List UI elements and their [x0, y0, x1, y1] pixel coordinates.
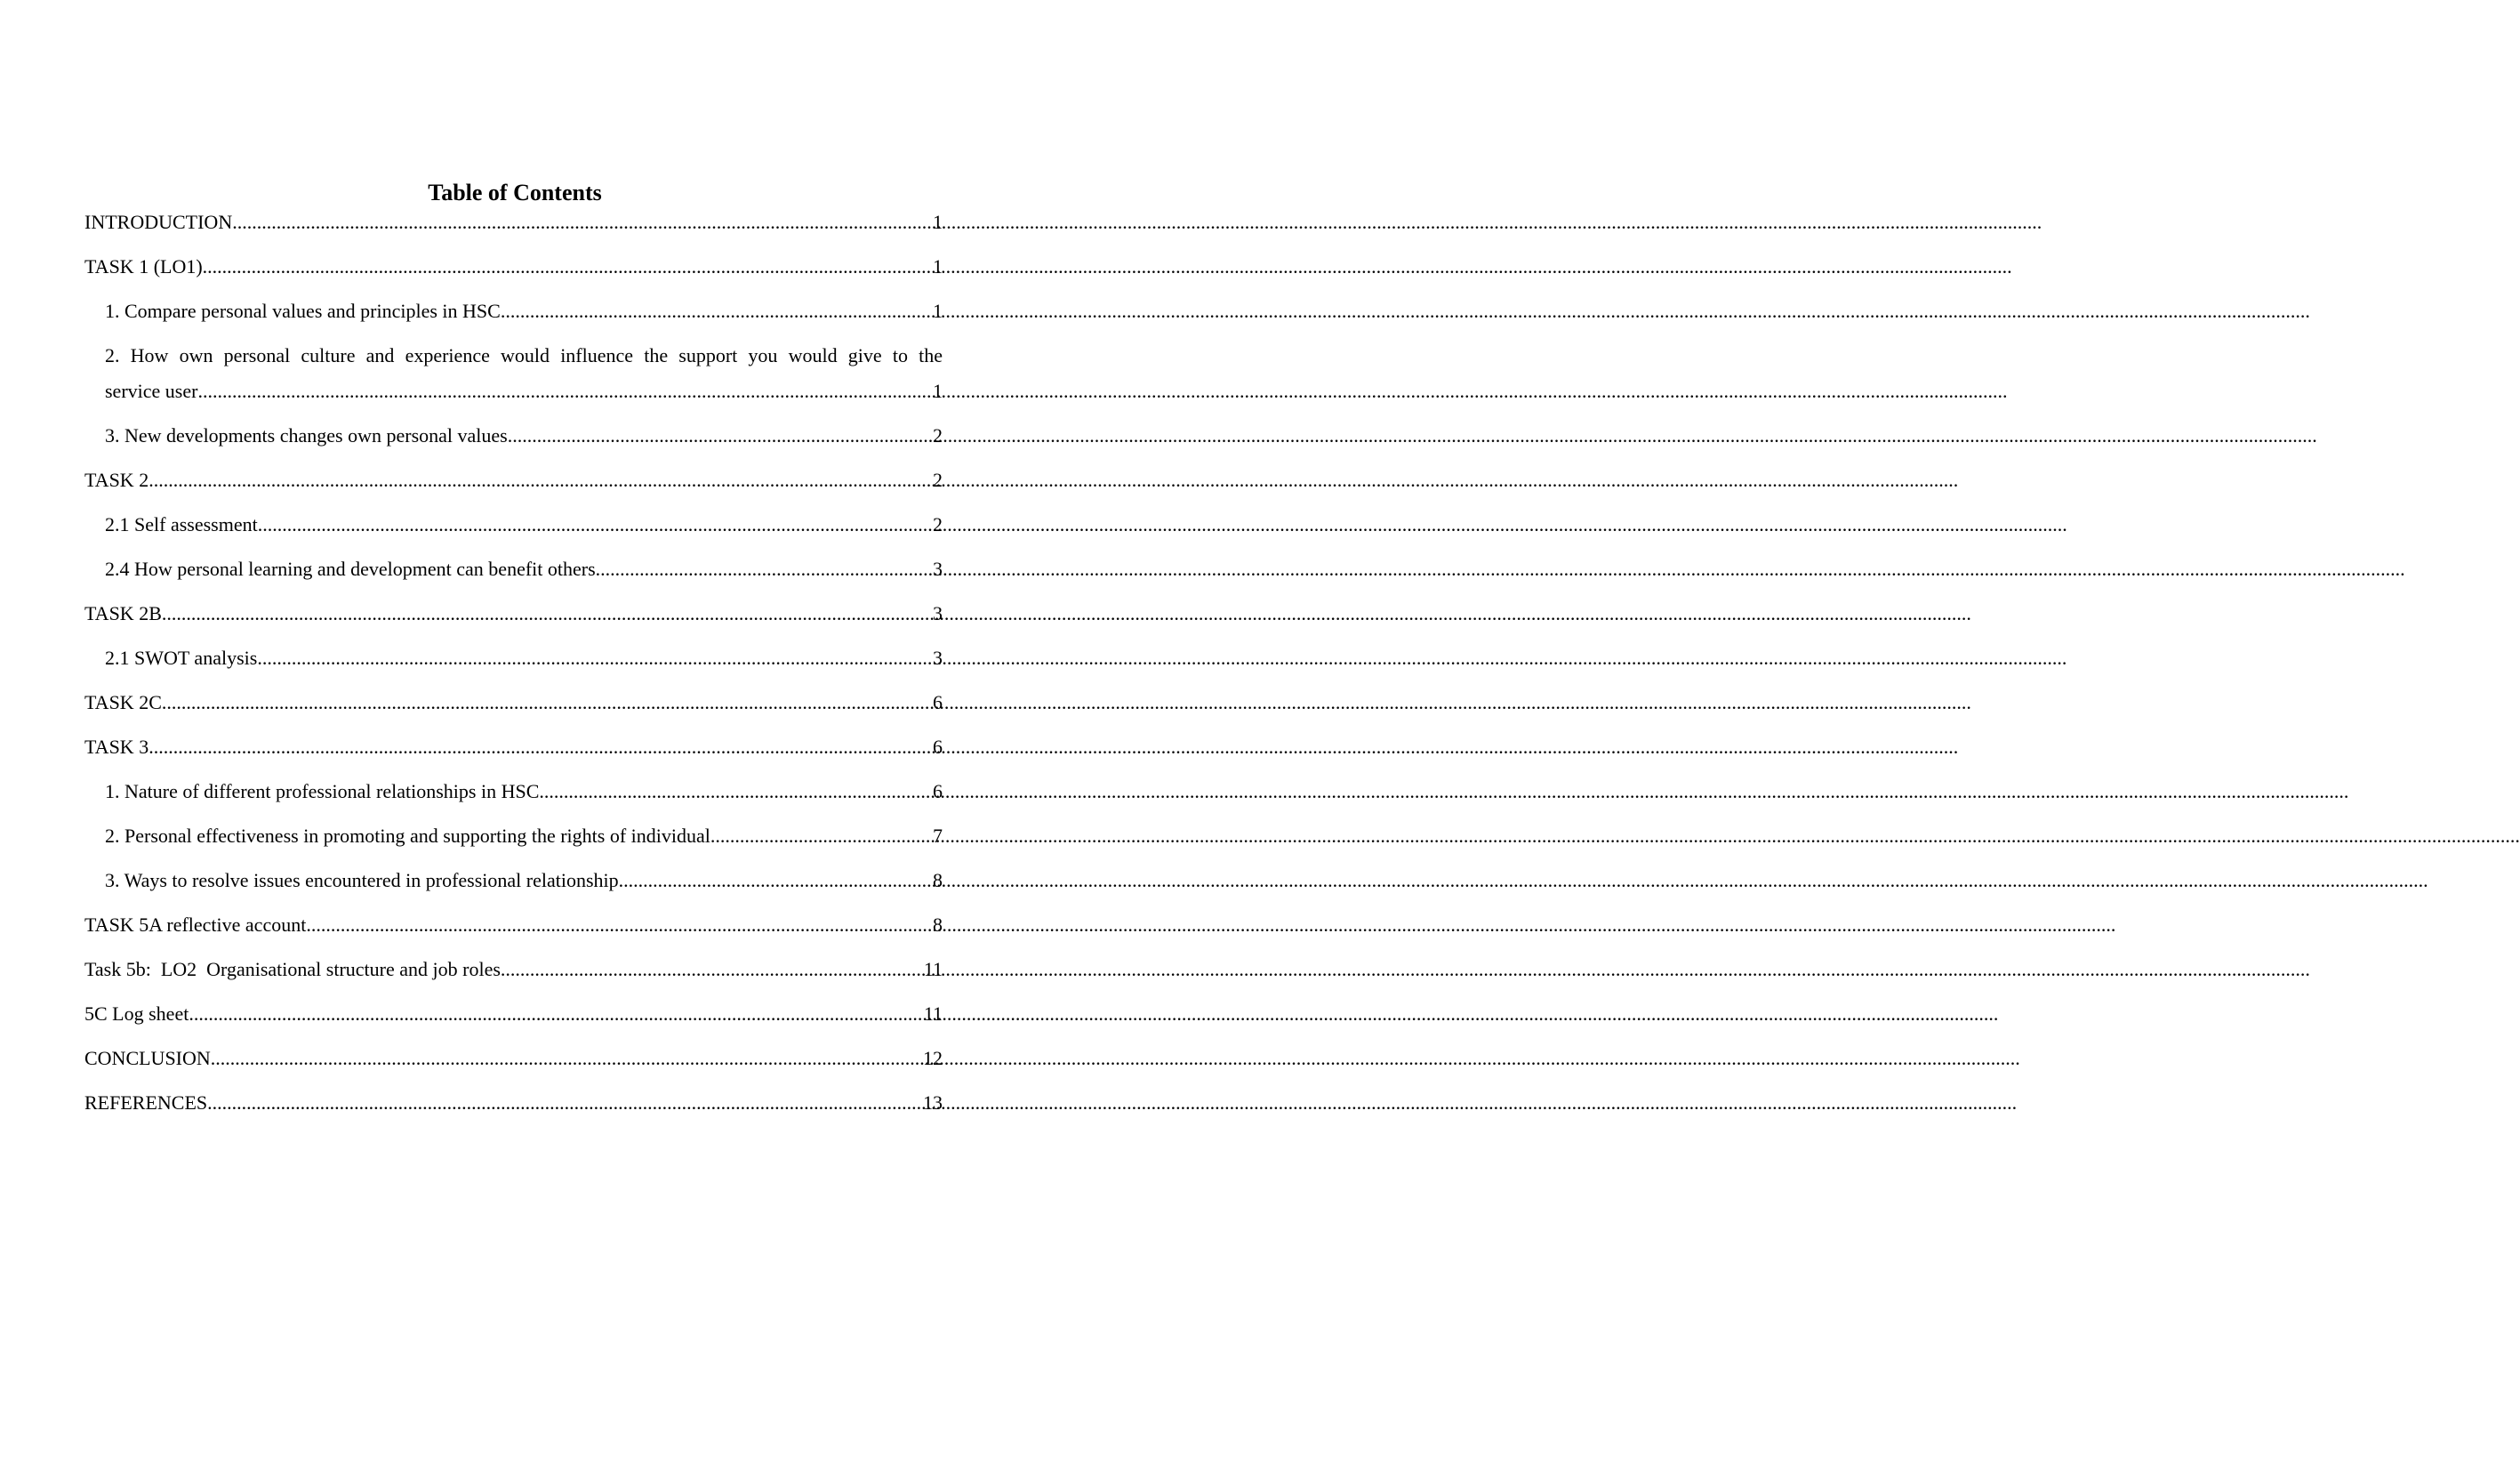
- toc-leader-dots: [501, 299, 933, 324]
- toc-entry-text: 3. Ways to resolve issues encountered in professional relationship: [105, 869, 619, 891]
- toc-entry-row: [105, 824, 943, 849]
- toc-entry-text: CONCLUSION: [84, 1047, 211, 1069]
- toc-page-number: 1: [933, 255, 943, 278]
- toc-entry-text: TASK 1 (LO1): [84, 255, 203, 278]
- document-page: [0, 0, 1030, 1457]
- toc-entry[interactable]: [84, 690, 943, 715]
- toc-page-number: 3: [933, 558, 943, 580]
- toc-entry-row: [84, 468, 943, 493]
- toc-page-number: 2: [933, 469, 943, 491]
- toc-leader-dots: [189, 1002, 923, 1026]
- toc-page-number: 1: [933, 300, 943, 322]
- toc-entry-row: [84, 913, 943, 938]
- toc-entry-text: Task 5b: LO2 Organisational structure and job roles: [84, 958, 501, 980]
- toc-entry[interactable]: [84, 299, 943, 324]
- toc-leader-dots: [203, 254, 933, 279]
- toc-page-number: 3: [933, 647, 943, 669]
- toc-page-number: 11: [923, 1002, 943, 1025]
- toc-entry-row: [84, 601, 943, 626]
- toc-page-number: 2: [933, 424, 943, 447]
- toc-entry-text: TASK 2: [84, 469, 149, 491]
- toc-entry-text: 5C Log sheet: [84, 1002, 189, 1025]
- toc-entry[interactable]: [84, 957, 943, 982]
- toc-entry-row: [105, 299, 943, 324]
- toc-leader-dots: [710, 824, 933, 849]
- toc-entry[interactable]: [84, 512, 943, 537]
- toc-entry-row: [84, 735, 943, 760]
- toc-entry-row: [84, 690, 943, 715]
- toc-page-number: 6: [933, 691, 943, 713]
- toc-entry[interactable]: [84, 468, 943, 493]
- toc-entry-row: [105, 557, 943, 582]
- toc-leader-dots: [257, 646, 933, 671]
- toc-page-number: 6: [933, 736, 943, 758]
- toc-entry[interactable]: [84, 824, 943, 849]
- toc-entry[interactable]: [84, 557, 943, 582]
- toc-entry[interactable]: [84, 210, 943, 235]
- toc-leader-dots: [501, 957, 924, 982]
- toc-page-number: 7: [933, 825, 943, 847]
- toc-title: Table of Contents: [428, 180, 602, 205]
- toc-leader-dots: [258, 512, 933, 537]
- toc-page-number: 1: [933, 380, 943, 402]
- toc-leader-dots: [162, 601, 933, 626]
- toc-entry[interactable]: [84, 1091, 943, 1115]
- toc-page-number: 1: [933, 211, 943, 233]
- toc-leader-dots: [306, 913, 933, 938]
- toc-entry[interactable]: [84, 913, 943, 938]
- toc-entry[interactable]: [84, 254, 943, 279]
- toc-entry-text: REFERENCES: [84, 1091, 208, 1114]
- toc-page-number: 3: [933, 602, 943, 624]
- toc-entry-text-line1: 2. How own personal culture and experience would influence the support you would give to the: [105, 344, 943, 366]
- toc-page-number: 2: [933, 513, 943, 535]
- toc-page-number: 6: [933, 780, 943, 802]
- toc-page-number: 13: [923, 1091, 943, 1114]
- toc-leader-dots: [232, 210, 933, 235]
- toc-entry-text: 2. Personal effectiveness in promoting and supporting the rights of individual: [105, 825, 710, 847]
- toc-entry-text: TASK 2C: [84, 691, 162, 713]
- toc-entry-row: [105, 646, 943, 671]
- toc-entry[interactable]: [84, 423, 943, 448]
- toc-entry[interactable]: [84, 343, 943, 404]
- toc-entry-text: 1. Nature of different professional relationships in HSC: [105, 780, 540, 802]
- toc-entry-row: [105, 779, 943, 804]
- toc-page-number: 11: [923, 958, 943, 980]
- toc-entry[interactable]: [84, 868, 943, 893]
- toc-entry-row: [84, 957, 943, 982]
- toc-entry[interactable]: [84, 601, 943, 626]
- toc-entry-row: [84, 1046, 943, 1071]
- toc-leader-dots: [148, 468, 933, 493]
- toc-leader-dots: [207, 1091, 923, 1115]
- toc-entry[interactable]: [84, 646, 943, 671]
- toc-entry-text: TASK 5A reflective account: [84, 914, 307, 936]
- toc-entry-text: TASK 3: [84, 736, 149, 758]
- toc-entry[interactable]: [84, 735, 943, 760]
- toc-leader-dots: [197, 379, 933, 404]
- toc-leader-dots: [596, 557, 933, 582]
- toc-leader-dots: [619, 868, 933, 893]
- toc-entry-row: [105, 379, 943, 404]
- toc-list: [84, 210, 943, 1135]
- toc-leader-dots: [211, 1046, 923, 1071]
- toc-entry-text: service user: [105, 380, 198, 402]
- toc-entry-row: [84, 210, 943, 235]
- toc-entry-row: [84, 254, 943, 279]
- toc-leader-dots: [539, 779, 933, 804]
- toc-entry-text: 1. Compare personal values and principles in HSC: [105, 300, 501, 322]
- toc-entry[interactable]: [84, 1002, 943, 1026]
- toc-entry-text: 2.4 How personal learning and development can benefit others: [105, 558, 596, 580]
- toc-leader-dots: [162, 690, 933, 715]
- toc-entry-text: 3. New developments changes own personal values: [105, 424, 508, 447]
- toc-entry[interactable]: [84, 1046, 943, 1071]
- toc-entry-text: TASK 2B: [84, 602, 162, 624]
- toc-leader-dots: [148, 735, 933, 760]
- toc-entry[interactable]: [84, 779, 943, 804]
- toc-page-number: 8: [933, 869, 943, 891]
- toc-entry-text: INTRODUCTION: [84, 211, 233, 233]
- toc-entry-row: [84, 1002, 943, 1026]
- toc-entry-row: [84, 1091, 943, 1115]
- toc-entry-row: [105, 512, 943, 537]
- toc-entry-text: 2.1 Self assessment: [105, 513, 258, 535]
- toc-entry-row: [105, 423, 943, 448]
- toc-leader-dots: [508, 423, 933, 448]
- toc-entry-text: 2.1 SWOT analysis: [105, 647, 258, 669]
- toc-page-number: 8: [933, 914, 943, 936]
- toc-page-number: 12: [923, 1047, 943, 1069]
- toc-entry-row: [105, 868, 943, 893]
